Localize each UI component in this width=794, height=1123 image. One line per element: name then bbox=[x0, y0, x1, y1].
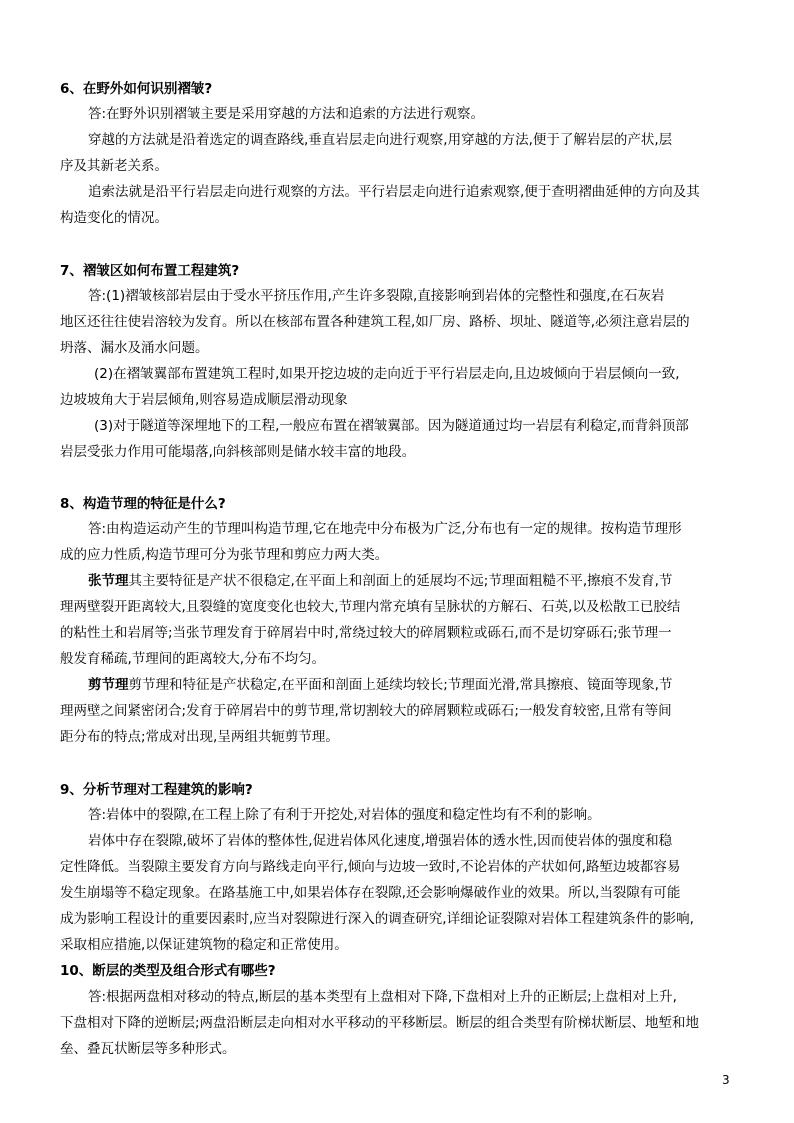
q7-line-1: 答:(1)褶皱核部岩层由于受水平挤压作用,产生许多裂隙,直接影响到岩体的完整性和强度,在石灰岩 bbox=[88, 288, 665, 304]
page-number: 3 bbox=[722, 1073, 730, 1087]
q8-shear-line-1 bbox=[88, 675, 736, 695]
question-9-title: 9、分析节理对工程建筑的影响? bbox=[60, 782, 253, 798]
q8-tension-line-4: 般发育稀疏,节理间的距离较大,分布不均匀。 bbox=[60, 651, 326, 667]
q8-tension-line-2: 理两壁裂开距离较大,且裂缝的宽度变化也较大,节理内常充填有呈脉状的方解石、石英,以及松散工已胶结 bbox=[60, 599, 681, 615]
q9-line-4: 发生崩塌等不稳定现象。在路基施工中,如果岩体存在裂隙,还会影响爆破作业的效果。所以,当裂隙有可能 bbox=[60, 885, 681, 901]
tension-joint-term: 张节理 bbox=[88, 573, 129, 589]
q6-line-4: 追索法就是沿平行岩层走向进行观察的方法。平行岩层走向进行追索观察,便于查明褶曲延伸的方向及其 bbox=[88, 184, 700, 200]
q10-line-3: 垒、叠瓦状断层等多种形式。 bbox=[60, 1041, 236, 1057]
q8-line-2: 成的应力性质,构造节理可分为张节理和剪应力两大类。 bbox=[60, 547, 389, 563]
q8-shear-line-3: 距分布的特点;常成对出现,呈两组共轭剪节理。 bbox=[60, 729, 339, 745]
q6-line-5: 构造变化的情况。 bbox=[60, 210, 168, 226]
q6-line-2: 穿越的方法就是沿着选定的调查路线,垂直岩层走向进行观察,用穿越的方法,便于了解岩层的产状,层 bbox=[88, 132, 673, 148]
q8-shear-line-2: 理两壁之间紧密闭合;发育于碎屑岩中的剪节理,常切割较大的碎屑颗粒或砾石;一般发育较密,且常有等间 bbox=[60, 703, 672, 719]
shear-joint-term: 剪节理 bbox=[88, 677, 129, 693]
q8-tension-line-1 bbox=[88, 571, 736, 591]
q10-line-2: 下盘相对下降的逆断层;两盘沿断层走向相对水平移动的平移断层。断层的组合类型有阶梯状断层、地堑和地 bbox=[60, 1015, 700, 1031]
q7-line-2: 地区还往往使岩溶较为发育。所以在核部布置各种建筑工程,如厂房、路桥、坝址、隧道等,必须注意岩层的 bbox=[60, 314, 690, 330]
question-10-title: 10、断层的类型及组合形式有哪些? bbox=[60, 963, 276, 979]
tension-joint-text: 其主要特征是产状不很稳定,在平面上和剖面上的延展均不远;节理面粗糙不平,擦痕不发育,节 bbox=[128, 573, 673, 589]
q9-line-1: 答:岩体中的裂隙,在工程上除了有利于开挖处,对岩体的强度和稳定性均有不利的影响。 bbox=[88, 807, 601, 823]
question-7-title: 7、褶皱区如何布置工程建筑? bbox=[60, 263, 240, 279]
q10-line-1: 答:根据两盘相对移动的特点,断层的基本类型有上盘相对下降,下盘相对上升的正断层;上盘相对上升, bbox=[88, 989, 677, 1005]
q9-line-3: 定性降低。当裂隙主要发育方向与路线走向平行,倾向与边坡一致时,不论岩体的产状如何,路堑边坡都容易 bbox=[60, 859, 681, 875]
q7-line-7: 岩层受张力作用可能塌落,向斜核部则是储水较丰富的地段。 bbox=[60, 444, 416, 460]
q8-line-1: 答:由构造运动产生的节理叫构造节理,它在地壳中分布极为广泛,分布也有一定的规律。按构造节理形 bbox=[88, 521, 682, 537]
q9-line-2: 岩体中存在裂隙,破坏了岩体的整体性,促进岩体风化速度,增强岩体的透水性,因而使岩体的强度和稳 bbox=[88, 833, 673, 849]
q7-line-3: 坍落、漏水及涌水问题。 bbox=[60, 340, 209, 356]
q8-tension-line-3: 的粘性土和岩屑等;当张节理发育于碎屑岩中时,常绕过较大的碎屑颗粒或砾石,而不是切穿砾石;张节理一 bbox=[60, 625, 672, 641]
question-8-title: 8、构造节理的特征是什么? bbox=[60, 496, 226, 512]
q7-line-4: (2)在褶皱翼部布置建筑工程时,如果开挖边坡的走向近于平行岩层走向,且边坡倾向于岩层倾向一致, bbox=[94, 366, 680, 382]
q9-line-6: 采取相应措施,以保证建筑物的稳定和正常使用。 bbox=[60, 937, 348, 953]
question-6-title: 6、在野外如何识别褶皱? bbox=[60, 81, 213, 97]
q9-line-5: 成为影响工程设计的重要因素时,应当对裂隙进行深入的调查研究,详细论证裂隙对岩体工程建筑条件的影响, bbox=[60, 911, 694, 927]
q7-line-5: 边坡坡角大于岩层倾角,则容易造成顺层滑动现象 bbox=[60, 392, 348, 408]
shear-joint-text: 剪节理和特征是产状稳定,在平面和剖面上延续均较长;节理面光滑,常具擦痕、镜面等现象,节 bbox=[128, 677, 673, 693]
q6-line-1: 答:在野外识别褶皱主要是采用穿越的方法和追索的方法进行观察。 bbox=[88, 106, 485, 122]
q7-line-6: (3)对于隧道等深埋地下的工程,一般应布置在褶皱翼部。因为隧道通过均一岩层有利稳定,而背斜顶部 bbox=[94, 418, 689, 434]
q6-line-3: 序及其新老关系。 bbox=[60, 158, 168, 174]
